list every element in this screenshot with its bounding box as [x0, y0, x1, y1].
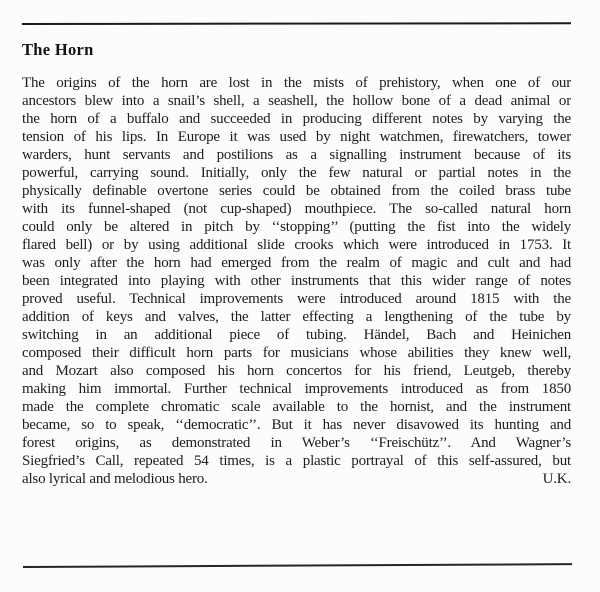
paragraph-line: The origins of the horn are lost in the mists of prehistory, when one of our — [22, 75, 571, 91]
paragraph-line: making him immortal. Further technical improvements introduced as from 1850 — [22, 381, 571, 397]
paragraph-line: flared bell) or by using additional slide crooks which were introduced in 1753. It — [22, 237, 571, 253]
body-paragraph — [22, 74, 571, 470]
paragraph-line: switching in an additional piece of tubing. Händel, Bach and Heinichen — [22, 327, 571, 343]
paragraph-line: ancestors blew into a snail’s shell, a seashell, the hollow bone of a dead animal or — [22, 93, 571, 109]
paragraph-line: with its funnel-shaped (not cup-shaped) mouthpiece. The so-called natural horn — [22, 201, 571, 217]
paragraph-line: physically definable overtone series could be obtained from the coiled brass tube — [22, 183, 571, 199]
paragraph-line: been integrated into playing with other instruments that this wider range of notes — [22, 273, 571, 289]
top-rule — [22, 22, 571, 25]
paragraph-line: the horn of a buffalo and succeeded in producing different notes by varying the — [22, 111, 571, 127]
paragraph-line: powerful, carrying sound. Initially, only the few natural or partial notes in the — [22, 165, 571, 181]
page-title: The Horn — [22, 40, 94, 59]
paragraph-line: and Mozart also composed his horn concertos for his friend, Leutgeb, thereby — [22, 363, 571, 379]
paragraph-line: addition of keys and valves, the latter effecting a lengthening of the tube by — [22, 309, 571, 325]
paragraph-line: proved useful. Technical improvements were introduced around 1815 with the — [22, 291, 571, 307]
paragraph-final-line — [22, 470, 571, 488]
paragraph-line: made the complete chromatic scale available to the hornist, and the instrument — [22, 399, 571, 415]
paragraph-line: became, so to speak, ‘‘democratic’’. But it has never disavowed its hunting and — [22, 417, 571, 433]
last-line-text: also lyrical and melodious hero. — [22, 471, 208, 487]
paragraph-line: warders, hunt servants and postilions as a signalling instrument because of its — [22, 147, 571, 163]
paragraph-line: was only after the horn had emerged from the realm of magic and cult and had — [22, 255, 571, 271]
bottom-rule — [23, 563, 572, 567]
body-text-block — [22, 74, 571, 488]
paragraph-line: composed their difficult horn parts for musicians whose abilities they knew well, — [22, 345, 571, 361]
paragraph-line: tension of his lips. In Europe it was used by night watchmen, firewatchers, tower — [22, 129, 571, 145]
paragraph-line: could only be altered in pitch by ‘‘stopping’’ (putting the fist into the widely — [22, 219, 571, 235]
author-initials: U.K. — [542, 471, 571, 487]
paragraph-line: forest origins, as demonstrated in Weber’s ‘‘Freischütz’’. And Wagner’s — [22, 435, 571, 451]
paragraph-line: Siegfried’s Call, repeated 54 times, is a plastic portrayal of this self-assured, but — [22, 453, 571, 469]
